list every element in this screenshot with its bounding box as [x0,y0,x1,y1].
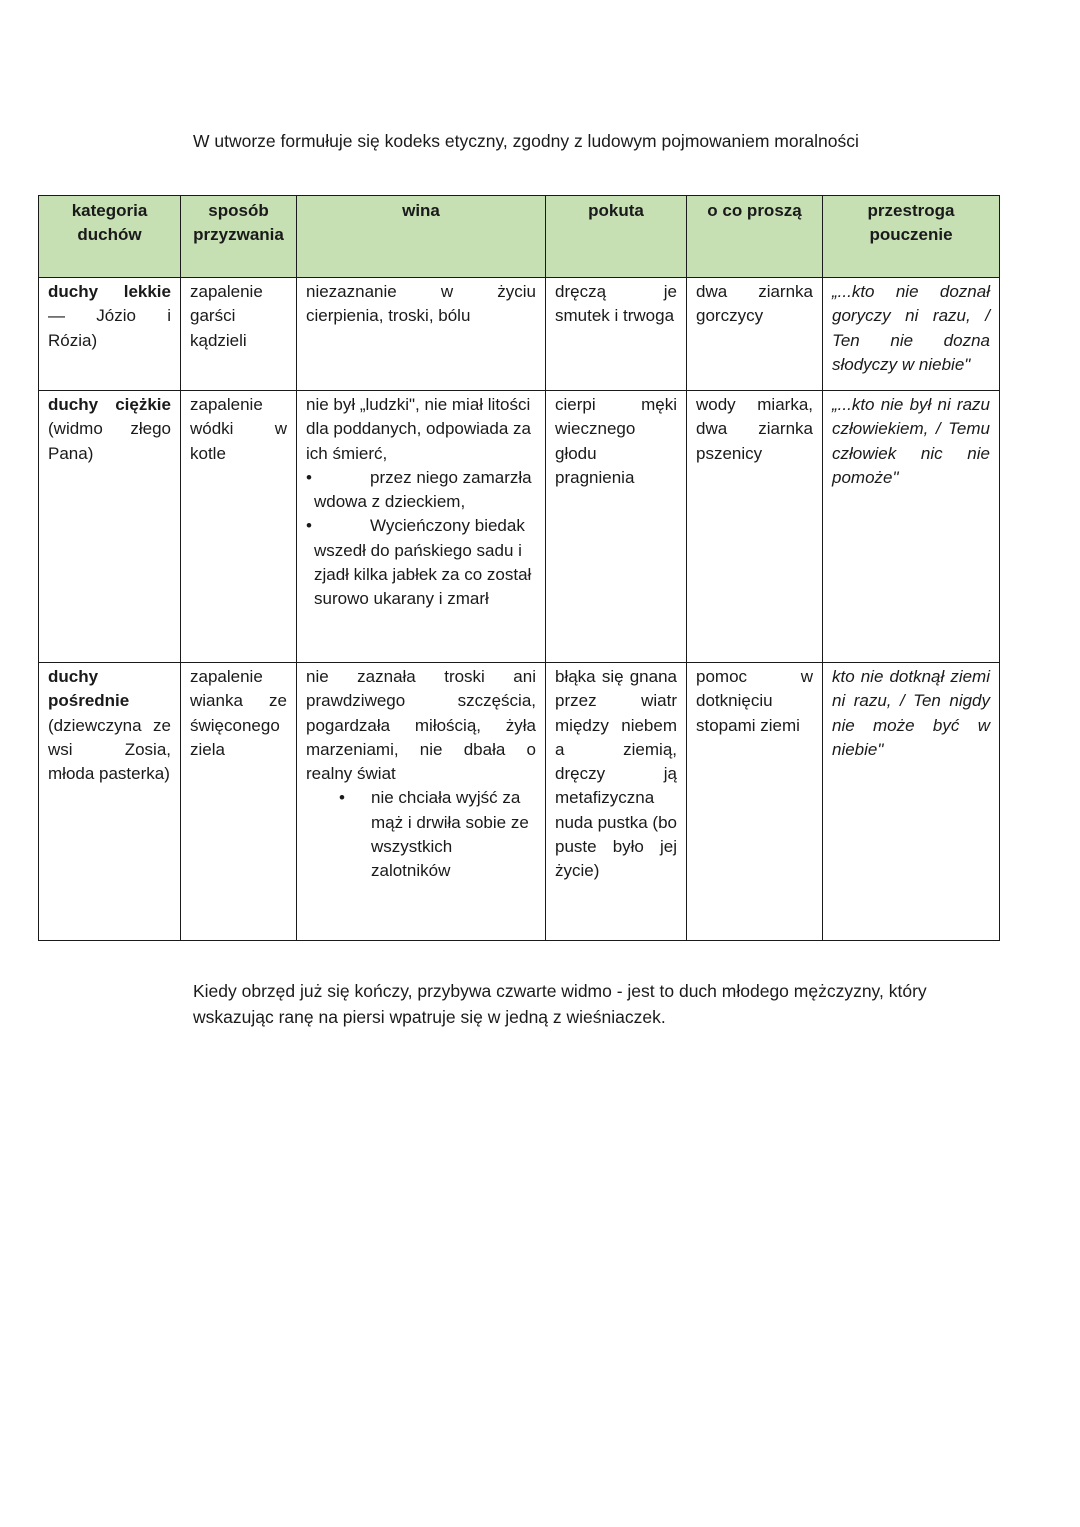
warning-cell: „...kto nie był ni razu człowiekiem, / Temu człowiek nic nie pomoże" [823,391,1000,663]
table-row [39,663,1000,941]
warning-cell: kto nie dotknął ziemi ni razu, / Ten nigdy nie może być w niebie" [823,663,1000,941]
list-item [306,514,536,611]
category-cell [39,278,181,391]
intro-paragraph: W utworze formułuje się kodeks etyczny, zgodny z ludowym pojmowaniem moralności [193,131,859,151]
bullet-lead-word: przez [370,467,412,487]
table-row [39,278,1000,391]
guilt-bullet-list [306,786,536,883]
guilt-bullet-list [306,466,536,612]
bullet-rest: niego zamarzła wdowa z dzieckiem, [314,467,532,512]
request-cell: wody miarka, dwa ziarnka pszenicy [687,391,823,663]
table-header-row [39,196,1000,278]
guilt-cell [297,663,546,941]
category-name: duchy lekkie [48,282,171,301]
summon-cell: zapalenie garści kądzieli [181,278,297,391]
category-detail: — Józio i Rózia) [48,306,171,350]
list-item [306,466,536,515]
bullet-lead-word: Wycieńczony [370,516,470,536]
penance-cell: błąka się gnana przez wiatr między niebem a ziemią, dręczy ją metafizyczna nuda pustka (bo puste było jej życie) [546,663,687,941]
guilt-text: nie zaznała troski ani prawdziwego szczęścia, pogardzała miłością, żyła marzeniami, nie dbała o realny świat [306,667,536,784]
category-detail: (widmo złego Pana) [48,419,171,463]
spirits-table [38,195,1000,941]
category-name: duchy ciężkie [48,395,171,414]
header-warning: przestroga pouczenie [823,196,1000,278]
penance-cell: dręczą je smutek i trwoga [546,278,687,391]
header-category: kategoria duchów [39,196,181,278]
summon-cell: zapalenie wianka ze święconego ziela [181,663,297,941]
warning-cell: „...kto nie doznał goryczy ni razu, / Ten nie dozna słodyczy w niebie" [823,278,1000,391]
guilt-text: nie był „ludzki", nie miał litości dla poddanych, odpowiada za ich śmierć, [306,395,531,463]
category-cell [39,663,181,941]
bullet-rest: biedak wszedł do pańskiego sadu i zjadł kilka jabłek za co został surowo ukarany i zmarł [314,516,532,609]
table-row [39,391,1000,663]
header-request: o co proszą [687,196,823,278]
penance-cell: cierpi męki wiecznego głodu pragnienia [546,391,687,663]
category-cell [39,391,181,663]
category-name: duchy pośrednie [48,667,130,711]
guilt-cell: niezaznanie w życiu cierpienia, troski, bólu [297,278,546,391]
request-cell: pomoc w dotknięciu stopami ziemi [687,663,823,941]
list-item: • nie chciała wyjść za mąż i drwiła sobie ze wszystkich zalotników [306,786,536,883]
header-guilt: wina [297,196,546,278]
outro-paragraph: Kiedy obrzęd już się kończy, przybywa czwarte widmo - jest to duch młodego mężczyzny, który wskazując ranę na piersi wpatruje się w jedną z wieśniaczek. [193,981,927,1027]
summon-cell: zapalenie wódki w kotle [181,391,297,663]
guilt-cell [297,391,546,663]
category-detail: (dziewczyna ze wsi Zosia, młoda pasterka) [48,715,171,784]
header-summon: sposób przyzwania [181,196,297,278]
header-penance: pokuta [546,196,687,278]
request-cell: dwa ziarnka gorczycy [687,278,823,391]
